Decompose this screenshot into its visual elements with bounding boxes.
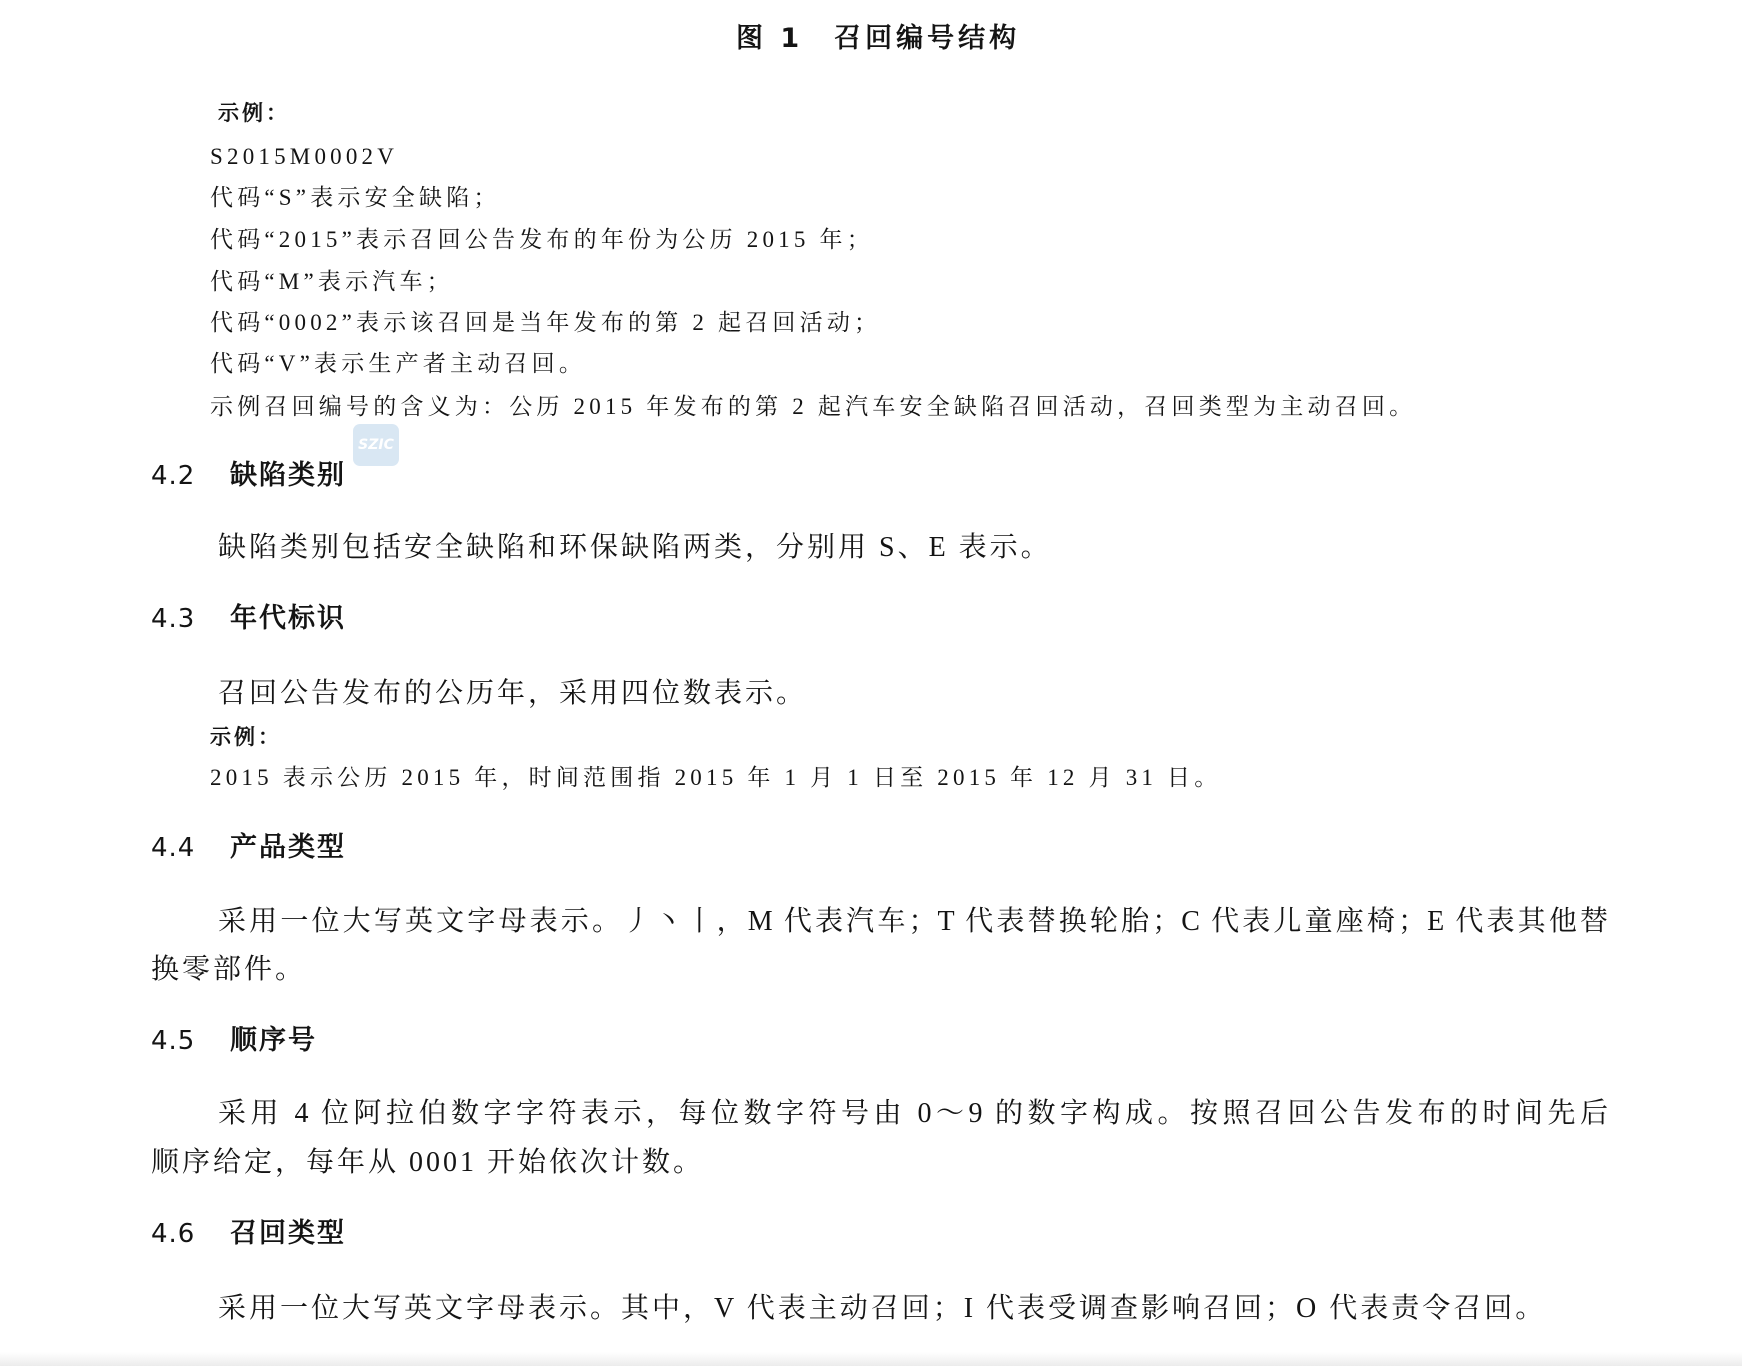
paragraph-line: 缺陷类别包括安全缺陷和环保缺陷两类，分别用 S、E 表示。 bbox=[218, 532, 1052, 563]
paragraph-line: 顺序给定，每年从 0001 开始依次计数。 bbox=[151, 1147, 705, 1178]
section-title: 召回类型 bbox=[230, 1218, 346, 1249]
section-title: 年代标识 bbox=[230, 603, 346, 634]
section-title: 顺序号 bbox=[230, 1025, 317, 1056]
figure-caption: 图 1 召回编号结构 bbox=[736, 23, 1021, 54]
paragraph-line: 采用一位大写英文字母表示。其中，V 代表主动召回；I 代表受调查影响召回；O 代表责令召回。 bbox=[218, 1293, 1547, 1324]
paragraph-line: 采用 4 位阿拉伯数字字符表示，每位数字符号由 0～9 的数字构成。按照召回公告发布的时间先后 bbox=[218, 1098, 1609, 1129]
section-number: 4.4 bbox=[151, 833, 196, 863]
section-number: 4.2 bbox=[151, 461, 196, 491]
watermark-logo bbox=[353, 424, 399, 466]
section-number: 4.3 bbox=[151, 604, 196, 634]
example-line: 代码“0002”表示该召回是当年发布的第 2 起召回活动； bbox=[210, 310, 882, 335]
watermark-logo-text: SZIC bbox=[358, 437, 394, 453]
paragraph-line: 换零部件。 bbox=[151, 954, 307, 985]
example-line: 代码“V”表示生产者主动召回。 bbox=[210, 351, 587, 376]
section-title: 产品类型 bbox=[230, 832, 346, 863]
example-label: 示例： bbox=[218, 101, 290, 125]
example-label: 示例： bbox=[210, 725, 282, 749]
example-line: 代码“2015”表示召回公告发布的年份为公历 2015 年； bbox=[210, 227, 874, 252]
example-summary: 示例召回编号的含义为：公历 2015 年发布的第 2 起汽车安全缺陷召回活动，召回类型为主动召回。 bbox=[210, 394, 1417, 419]
paragraph-line: 召回公告发布的公历年，采用四位数表示。 bbox=[218, 678, 808, 709]
example-line: 2015 表示公历 2015 年，时间范围指 2015 年 1 月 1 日至 2015 年 12 月 31 日。 bbox=[210, 765, 1222, 790]
example-code: S2015M0002V bbox=[210, 144, 399, 169]
example-line: 代码“M”表示汽车； bbox=[210, 269, 454, 294]
section-number: 4.6 bbox=[151, 1219, 196, 1249]
section-number: 4.5 bbox=[151, 1026, 196, 1056]
page-bottom-edge bbox=[0, 1352, 1742, 1366]
example-line: 代码“S”表示安全缺陷； bbox=[210, 185, 501, 210]
paragraph-line: 采用一位大写英文字母表示。丿丶丨，M 代表汽车；T 代表替换轮胎；C 代表儿童座椅；E 代表其他替 bbox=[218, 906, 1609, 937]
section-title: 缺陷类别 bbox=[230, 460, 346, 491]
